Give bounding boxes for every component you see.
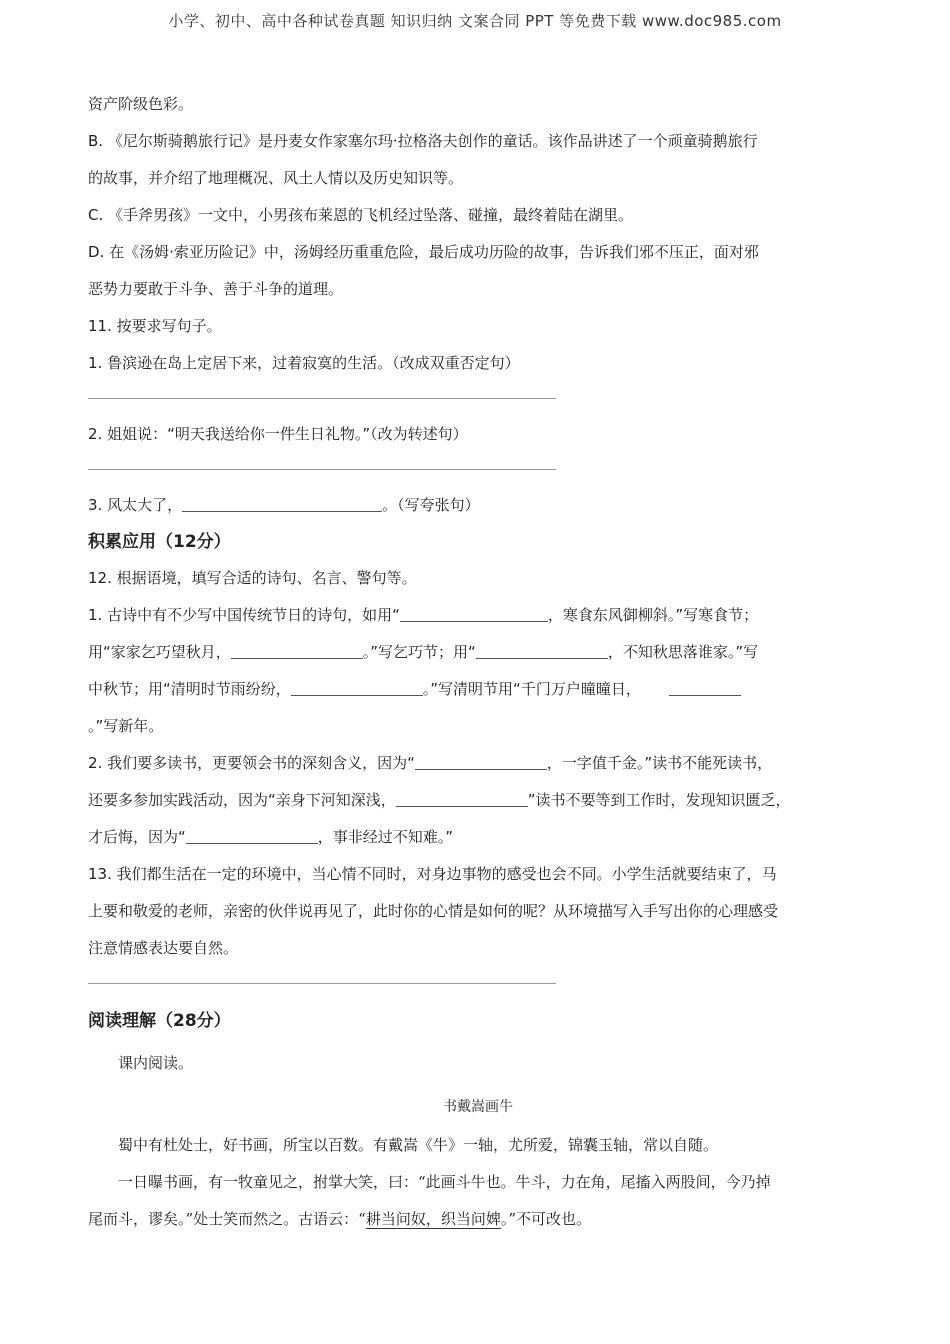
q12-p1-line4: 。”写新年。 [88, 717, 164, 735]
q11-sentence-1: 1. 鲁滨逊在岛上定居下来，过着寂寞的生活。（改成双重否定句） [88, 354, 520, 372]
reading-title: 书戴嵩画牛 [443, 1099, 513, 1115]
q11-answer-line-2[interactable] [88, 453, 868, 487]
reading-intro: 课内阅读。 [118, 1054, 194, 1072]
document-body [88, 86, 868, 1238]
q12-p1-line3 [88, 671, 868, 708]
q12-p1-line1 [88, 597, 868, 634]
section-title-accumulation: 积累应用（12分） [88, 532, 231, 552]
q11-sentence-2: 2. 姐姐说：“明天我送给你一件生日礼物。”（改为转述句） [88, 425, 468, 443]
q13-line3: 注意情感表达要自然。 [88, 939, 239, 957]
q13-line2: 上要和敬爱的老师，亲密的伙伴说再见了，此时你的心情是如何的呢？从环境描写入手写出你的心理感受 [88, 902, 779, 920]
reading-text: 尾而斗，谬矣。”处士笑而然之。古语云：“ [88, 1210, 366, 1228]
q12-blank-4[interactable] [291, 677, 423, 696]
q12-text: ，一字值千金。”读书不能死读书， [546, 754, 773, 772]
q12-text: ，寒食东风御柳斜。”写寒食节； [547, 606, 759, 624]
q10-option-d-line2: 恶势力要敢于斗争、善于斗争的道理。 [88, 280, 344, 298]
reading-paragraph-2-line1: 一日曝书画，有一牧童见之，拊掌大笑，曰：“此画斗牛也。牛斗，力在角，尾搐入两股间，今乃掉 [118, 1173, 771, 1191]
q11-s3-blank[interactable] [182, 493, 382, 512]
q12-text: ，不知秋思落谁家。”写 [607, 643, 759, 661]
q12-p2-line2 [88, 782, 868, 819]
reading-paragraph-2-line2 [88, 1201, 868, 1238]
q10-continuation: 资产阶级色彩。 [88, 95, 194, 113]
page-header: 小学、初中、高中各种试卷真题 知识归纳 文案合同 PPT 等免费下载 www.doc985.com [168, 12, 782, 30]
q12-p2-line3 [88, 819, 868, 856]
q12-text: 中秋节；用“清明时节雨纷纷， [88, 680, 291, 698]
q12-blank-3[interactable] [476, 640, 608, 659]
reading-text: 。”不可改也。 [500, 1210, 592, 1228]
reading-underlined-quote: 耕当问奴，织当问婢 [365, 1210, 501, 1228]
q12-blank-6[interactable] [415, 751, 547, 770]
q12-text: ”读书不要等到工作时，发现知识匮乏， [527, 791, 791, 809]
q13-answer-line[interactable] [88, 967, 868, 1003]
q12-text: 。”写清明节用“千门万户曈曈日， [422, 680, 641, 698]
q12-text: 还要多参加实践活动，因为“亲身下河知深浅， [88, 791, 396, 809]
q12-text: 。”写乞巧节；用“ [362, 643, 476, 661]
q12-text: 用“家家乞巧望秋月， [88, 643, 231, 661]
q12-text: 1. 古诗中有不少写中国传统节日的诗句，如用“ [88, 606, 400, 624]
q11-s3-suffix: 。（写夸张句） [382, 496, 480, 514]
q10-option-c: C. 《手斧男孩》一文中，小男孩布莱恩的飞机经过坠落、碰撞，最终着陆在湖里。 [88, 206, 634, 224]
q11-answer-line-1[interactable] [88, 382, 868, 416]
q12-p2-line1 [88, 745, 868, 782]
q12-title: 12. 根据语境，填写合适的诗句、名言、警句等。 [88, 569, 417, 587]
q12-p1-line2 [88, 634, 868, 671]
q13-line1: 13. 我们都生活在一定的环境中，当心情不同时，对身边事物的感受也会不同。小学生活就要结束了，马 [88, 865, 777, 883]
q12-blank-1[interactable] [400, 603, 548, 622]
q11-s3-prefix: 3. 风太大了， [88, 496, 183, 514]
q10-option-b-line2: 的故事，并介绍了地理概况、风土人情以及历史知识等。 [88, 169, 464, 187]
q12-text: 2. 我们要多读书，更要领会书的深刻含义，因为“ [88, 754, 415, 772]
q10-option-b-line1: B. 《尼尔斯骑鹅旅行记》是丹麦女作家塞尔玛·拉格洛夫创作的童话。该作品讲述了一个顽童骑鹅旅行 [88, 132, 758, 150]
q11-title: 11. 按要求写句子。 [88, 317, 222, 335]
q11-sentence-3 [88, 487, 868, 524]
q12-blank-2[interactable] [231, 640, 363, 659]
q12-text: ，事非经过不知难。” [317, 828, 454, 846]
q12-blank-5[interactable] [669, 677, 741, 696]
q12-blank-8[interactable] [186, 825, 318, 844]
q10-option-d-line1: D. 在《汤姆·索亚历险记》中，汤姆经历重重危险，最后成功历险的故事，告诉我们邪不压正，面对邪 [88, 243, 759, 261]
section-title-reading: 阅读理解（28分） [88, 1011, 231, 1031]
q12-text: 才后悔，因为“ [88, 828, 186, 846]
reading-paragraph-1: 蜀中有杜处士，好书画，所宝以百数。有戴嵩《牛》一轴，尤所爱，锦囊玉轴，常以自随。 [118, 1136, 719, 1154]
q12-blank-7[interactable] [396, 788, 528, 807]
